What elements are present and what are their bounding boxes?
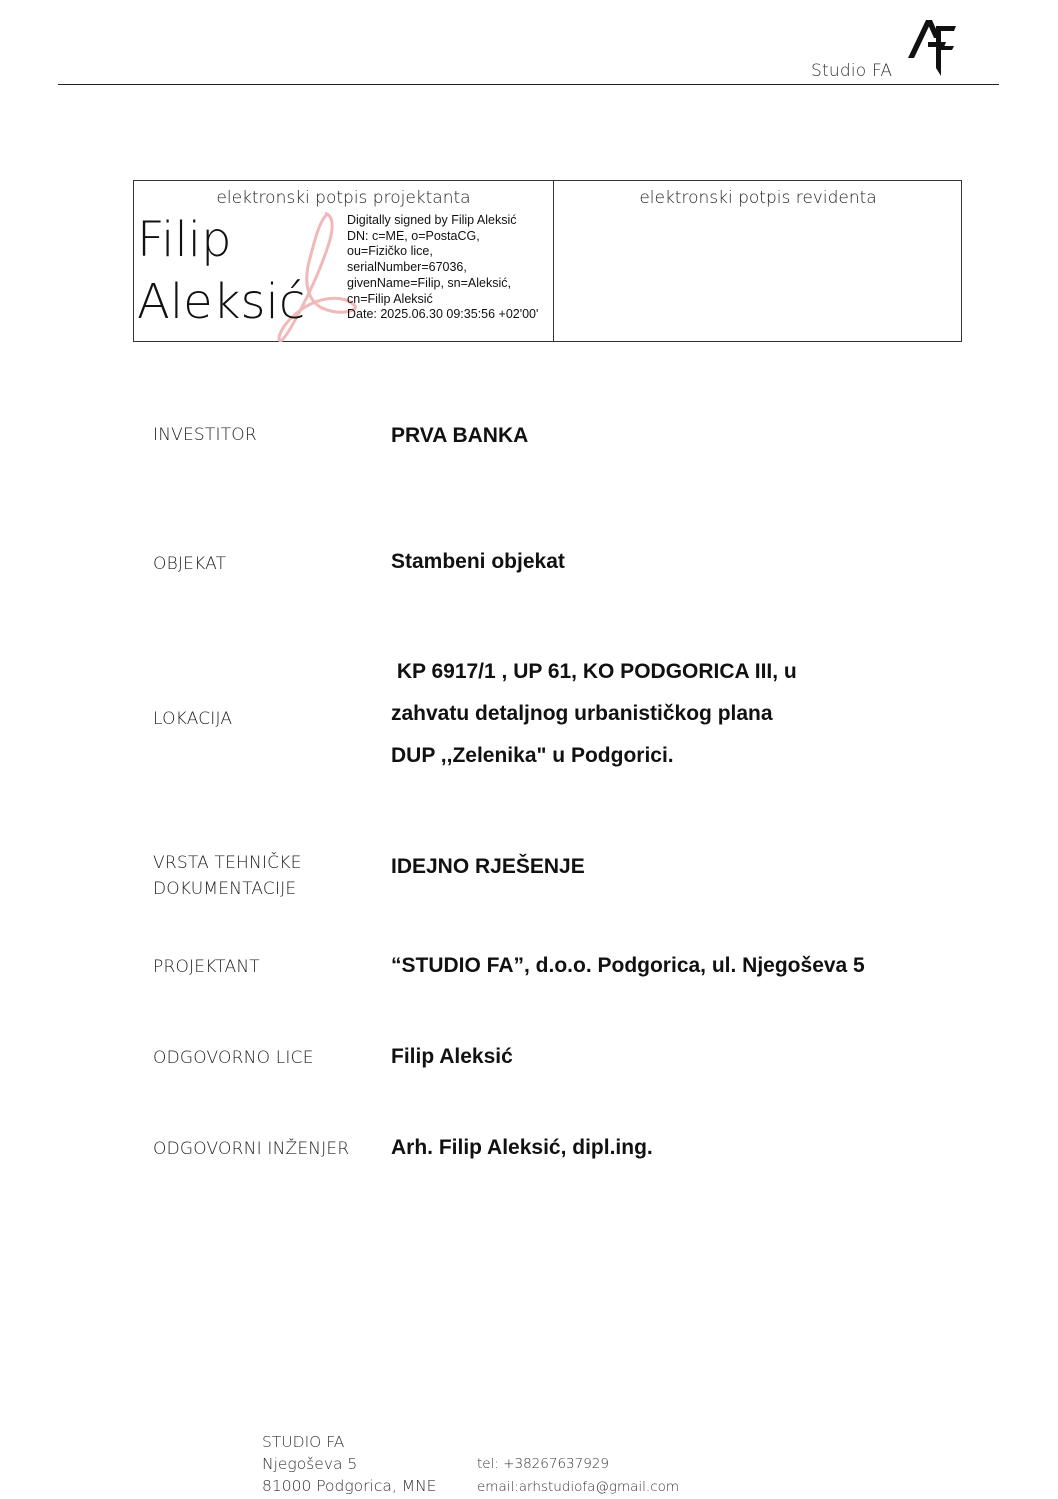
footer-address: [262, 1431, 436, 1497]
signature-detail-line: ou=Fizičko lice,: [347, 244, 433, 259]
footer-tel: tel: +38267637929: [477, 1456, 609, 1472]
studio-fa-logo-icon: [906, 18, 958, 78]
projektant-value: “STUDIO FA”, d.o.o. Podgorica, ul. Njegoševa 5: [391, 954, 865, 977]
signature-detail-line: cn=Filip Aleksić: [347, 291, 433, 306]
lokacija-value-line: KP 6917/1 , UP 61, KO PODGORICA III, u: [391, 660, 797, 683]
signature-detail-line: serialNumber=67036,: [347, 260, 467, 275]
signature-detail-line: givenName=Filip, sn=Aleksić,: [347, 275, 511, 290]
odgovorno-lice-value: Filip Aleksić: [391, 1045, 513, 1068]
lokacija-label: LOKACIJA: [153, 709, 233, 729]
investitor-value: PRVA BANKA: [391, 424, 529, 447]
header-brand: Studio FA: [811, 61, 893, 81]
signature-detail-line: Digitally signed by Filip Aleksić: [347, 213, 517, 227]
footer-email: email:arhstudiofa@gmail.com: [477, 1479, 680, 1495]
lokacija-value-line: DUP ,,Zelenika" u Podgorici.: [391, 744, 674, 767]
signer-last-name: Aleksić: [137, 274, 306, 330]
signature-detail-line: DN: c=ME, o=PostaCG,: [347, 228, 480, 243]
investitor-label: INVESTITOR: [153, 425, 257, 445]
footer-street: Njegoševa 5: [262, 1455, 358, 1473]
reviewer-signature-title: elektronski potpis revidenta: [639, 188, 877, 208]
footer-city: 81000 Podgorica, MNE: [262, 1477, 437, 1495]
lokacija-value-line: zahvatu detaljnog urbanističkog plana: [391, 702, 773, 725]
odgovorni-inzenjer-label: ODGOVORNI INŽENJER: [153, 1139, 350, 1159]
objekat-value: Stambeni objekat: [391, 550, 565, 573]
vrsta-value: IDEJNO RJEŠENJE: [391, 855, 585, 878]
odgovorno-lice-label: ODGOVORNO LICE: [153, 1048, 314, 1068]
signature-detail-line: Date: 2025.06.30 09:35:56 +02'00': [347, 307, 539, 322]
projektant-label: PROJEKTANT: [153, 957, 260, 977]
vrsta-label: [153, 850, 302, 902]
footer-contact: [477, 1453, 679, 1499]
lokacija-value: [391, 651, 797, 777]
designer-signature-title: elektronski potpis projektanta: [216, 188, 471, 208]
signature-details: [347, 213, 538, 323]
header-rule: [58, 84, 999, 85]
footer-company: STUDIO FA: [262, 1433, 345, 1451]
signer-name: [137, 209, 305, 333]
odgovorni-inzenjer-value: Arh. Filip Aleksić, dipl.ing.: [391, 1136, 653, 1159]
vrsta-label-line: DOKUMENTACIJE: [153, 879, 297, 899]
objekat-label: OBJEKAT: [153, 554, 227, 574]
vrsta-label-line: VRSTA TEHNIČKE: [153, 853, 302, 873]
signer-first-name: Filip: [137, 212, 232, 268]
